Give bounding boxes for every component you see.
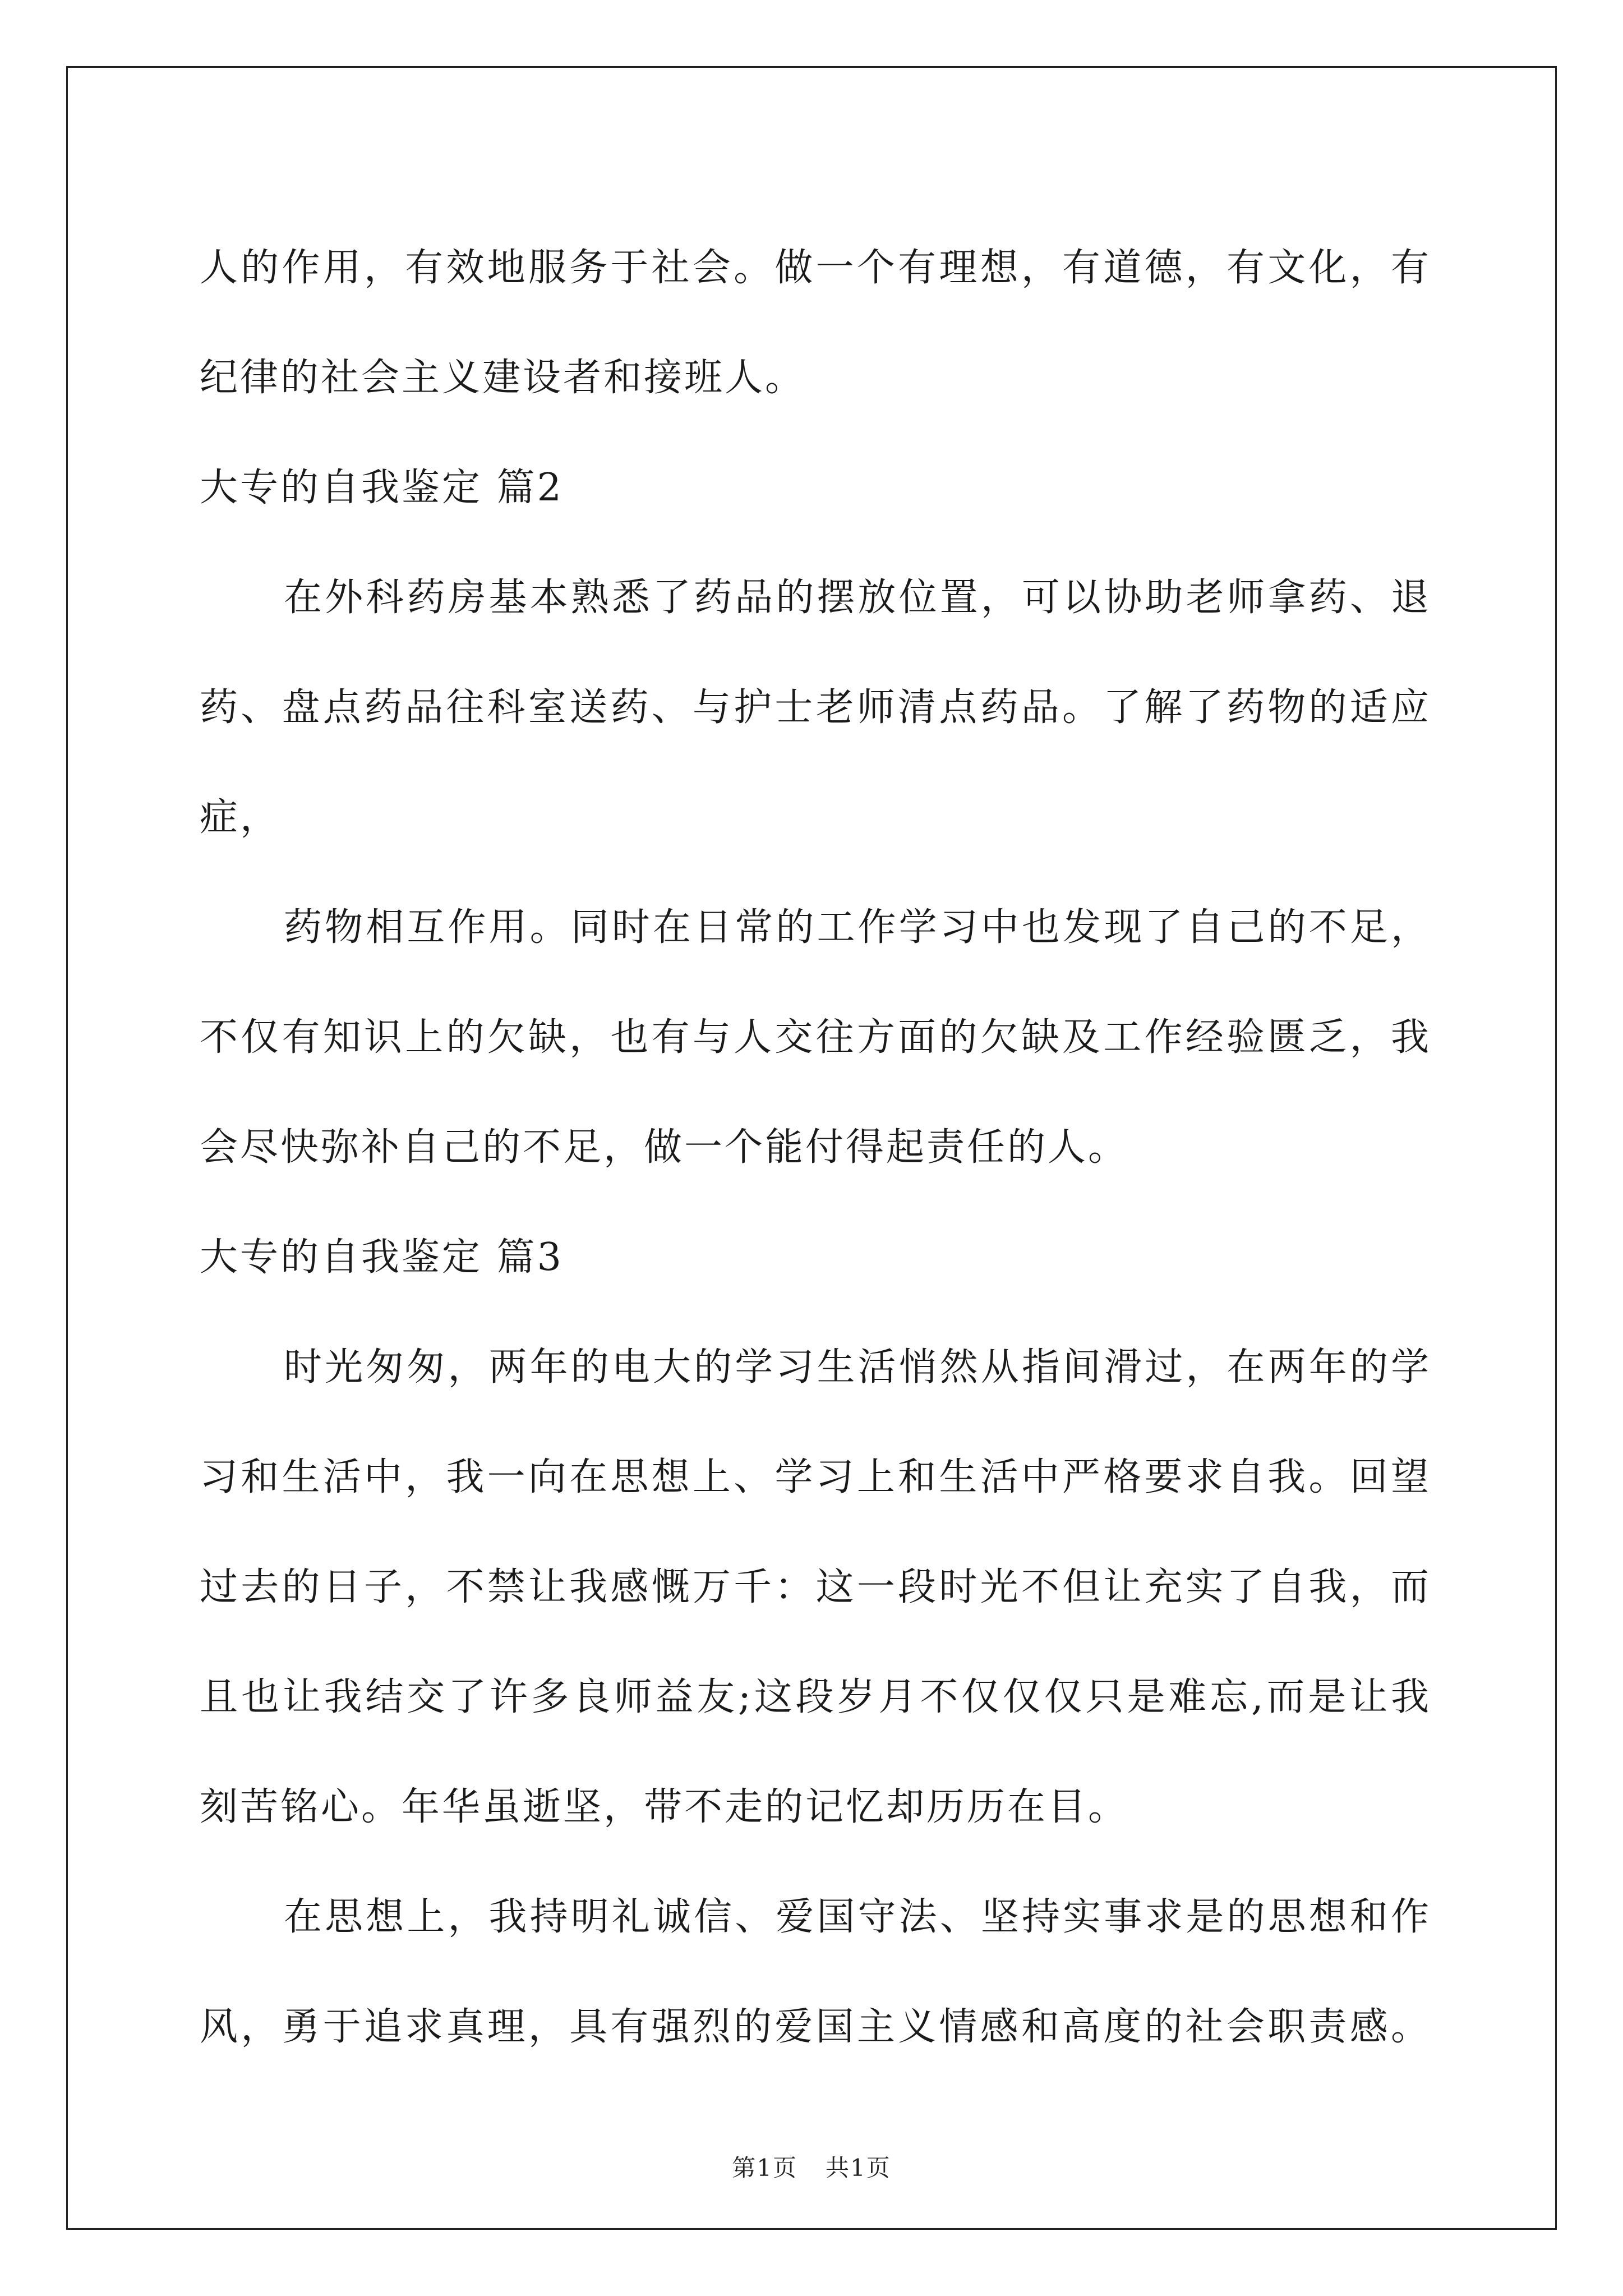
page-number: 第1页: [732, 2154, 797, 2182]
text-line: 刻苦铭心。年华虽逝坚，带不走的记忆却历历在目。: [200, 1785, 1129, 1829]
document-body: [200, 213, 1431, 2082]
paragraph-first-line: 时光匆匆，两年的电大的学习生活悄然从指间滑过，在两年的学: [284, 1345, 1431, 1389]
page-footer: [0, 2150, 1623, 2183]
section-heading: 大专的自我鉴定 篇3: [200, 1235, 564, 1280]
text-line: 药、盘点药品往科室送药、与护士老师清点药品。了解了药物的适应: [200, 685, 1431, 730]
text-line: 人的作用，有效地服务于社会。做一个有理想，有道德，有文化，有: [200, 246, 1431, 290]
text-line: 纪律的社会主义建设者和接班人。: [200, 356, 806, 400]
section-heading: 大专的自我鉴定 篇2: [200, 466, 564, 510]
paragraph-first-line: 在外科药房基本熟悉了药品的摆放位置，可以协助老师拿药、退: [284, 576, 1431, 620]
text-line: 且也让我结交了许多良师益友;这段岁月不仅仅仅只是难忘,而是让我: [200, 1675, 1431, 1719]
text-line: 会尽快弥补自己的不足，做一个能付得起责任的人。: [200, 1125, 1129, 1170]
paragraph-first-line: 药物相互作用。同时在日常的工作学习中也发现了自己的不足，: [284, 905, 1431, 950]
text-line: 过去的日子，不禁让我感慨万千：这一段时光不但让充实了自我，而: [200, 1565, 1431, 1609]
text-line: 习和生活中，我一向在思想上、学习上和生活中严格要求自我。回望: [200, 1455, 1431, 1499]
paragraph-first-line: 在思想上，我持明礼诚信、爱国守法、坚持实事求是的思想和作: [284, 1895, 1431, 1939]
text-line: 不仅有知识上的欠缺，也有与人交往方面的欠缺及工作经验匮乏，我: [200, 1015, 1431, 1060]
text-line: 风，勇于追求真理，具有强烈的爱国主义情感和高度的社会职责感。: [200, 2005, 1431, 2049]
text-line: 症，: [200, 795, 281, 840]
page-total: 共1页: [826, 2154, 891, 2182]
